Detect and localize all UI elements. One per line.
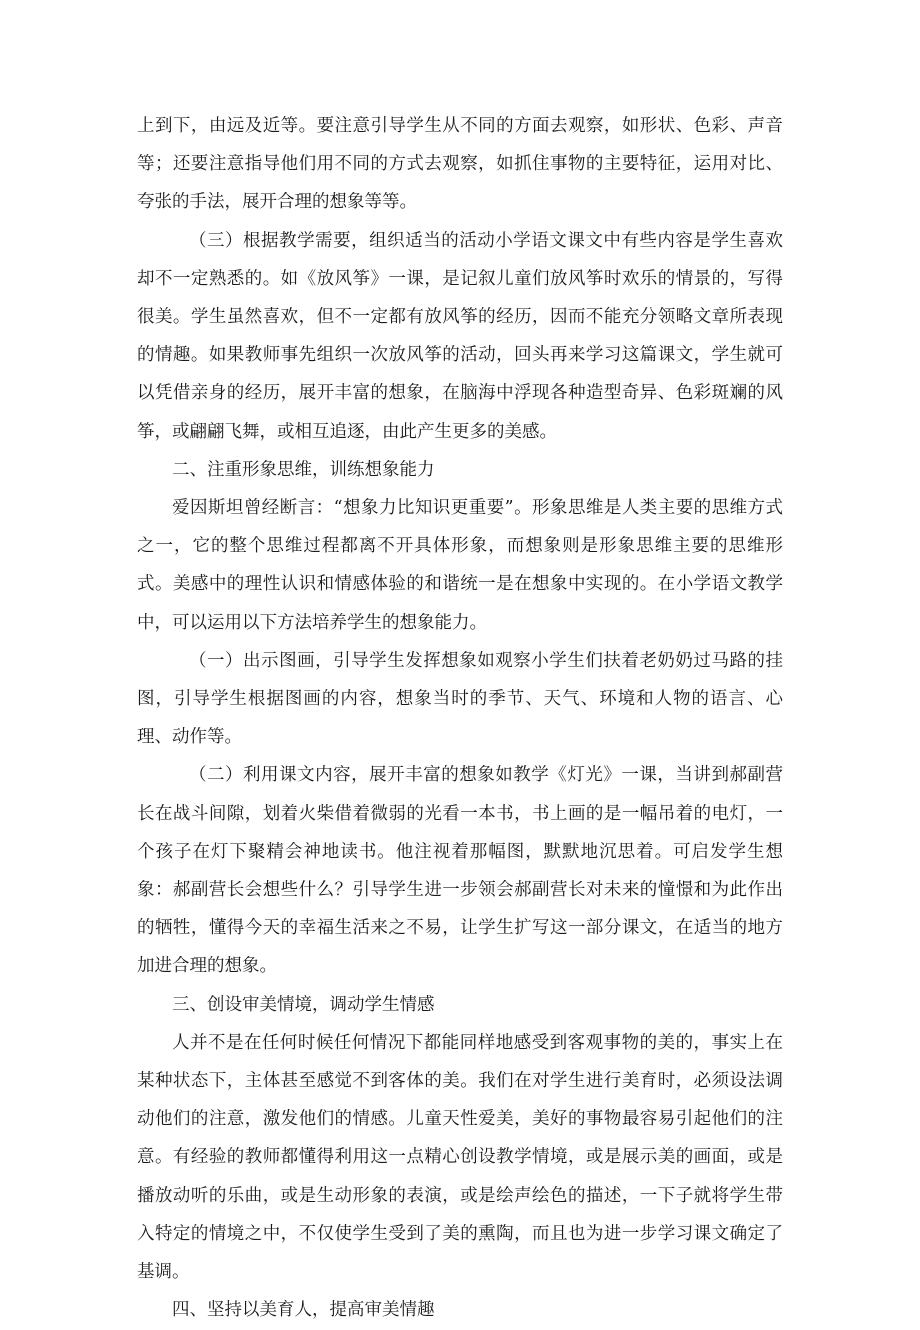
- paragraph-show-pictures: （一）出示图画，引导学生发挥想象如观察小学生们扶着老奶奶过马路的挂图，引导学生根据图画的内容，想象当时的季节、天气、环境和人物的语言、心理、动作等。: [137, 650, 783, 748]
- section-heading-aesthetic-context: 三、创设审美情境，调动学生情感: [172, 994, 435, 1015]
- paragraph-organize-activities: （三）根据教学需要，组织适当的活动小学语文课文中有些内容是学生喜欢却不一定熟悉的。如《放风筝》一课，是记叙儿童们放风筝时欢乐的情景的，写得很美。学生虽然喜欢，但不一定都有放风筝的经历，因而不能充分领略文章所表现的情趣。如果教师事先组织一次放风筝的活动，回头再来学习这篇课文，学生就可以凭借亲身的经历，展开丰富的想象，在脑海中浮现各种造型奇异、色彩斑斓的风筝，或翩翩飞舞，或相互追逐，由此产生更多的美感。: [137, 230, 783, 442]
- paragraph-observation-methods: 上到下，由远及近等。要注意引导学生从不同的方面去观察，如形状、色彩、声音等；还要注意指导他们用不同的方式去观察，如抓住事物的主要特征，运用对比、夸张的手法，展开合理的想象等等。: [137, 116, 783, 213]
- section-heading-aesthetic-education: 四、坚持以美育人，提高审美情趣: [172, 1300, 435, 1321]
- document-body: [137, 107, 783, 1330]
- paragraph-student-emotions: 人并不是在任何时候任何情况下都能同样地感受到客观事物的美的，事实上在某种状态下，主体甚至感觉不到客体的美。我们在对学生进行美育时，必须设法调动他们的注意，激发他们的情感。儿童天性爱美，美好的事物最容易引起他们的注意。有经验的教师都懂得利用这一点精心创设教学情境，或是展示美的画面，或是播放动听的乐曲，或是生动形象的表演，或是绘声绘色的描述，一下子就将学生带入特定的情境之中，不仅使学生受到了美的熏陶，而且也为进一步学习课文确定了基调。: [137, 1032, 783, 1283]
- paragraph-einstein-quote: 爱因斯坦曾经断言：“想象力比知识更重要”。形象思维是人类主要的思维方式之一，它的整个思维过程都离不开具体形象，而想象则是形象思维主要的思维形式。美感中的理性认识和情感体验的和谐统一是在想象中实现的。在小学语文教学中，可以运用以下方法培养学生的想象能力。: [137, 498, 783, 633]
- paragraph-use-text-content: （二）利用课文内容，展开丰富的想象如教学《灯光》一课，当讲到郝副营长在战斗间隙，划着火柴借着微弱的光看一本书，书上画的是一幅吊着的电灯，一个孩子在灯下聚精会神地读书。他注视着那幅图，默默地沉思着。可启发学生想象：郝副营长会想些什么？引导学生进一步领会郝副营长对未来的憧憬和为此作出的牺牲，懂得今天的幸福生活来之不易，让学生扩写这一部分课文，在适当的地方加进合理的想象。: [137, 765, 783, 977]
- section-heading-imagination: 二、注重形象思维，训练想象能力: [172, 459, 435, 480]
